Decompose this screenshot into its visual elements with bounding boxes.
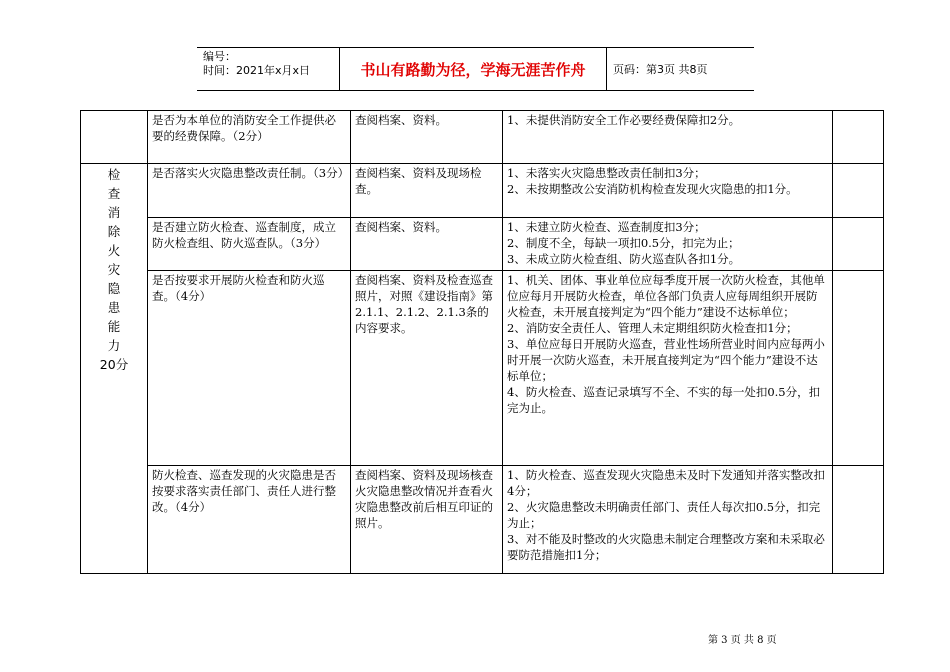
score-cell <box>833 218 884 271</box>
header-meta <box>197 48 339 90</box>
header-number-label: 编号： <box>203 50 236 63</box>
category-label: 检 查 消 除 火 灾 隐 患 能 力 20分 <box>99 167 129 372</box>
item-cell: 是否按要求开展防火检查和防火巡查。（4分） <box>148 271 351 466</box>
criteria-cell: 1、未提供消防安全工作必要经费保障扣2分。 <box>503 111 833 164</box>
method-cell: 查阅档案、资料及现场检查。 <box>351 164 503 218</box>
page-footer: 第 3 页 共 8 页 <box>708 635 777 646</box>
page-header <box>197 47 754 91</box>
header-page-label: 页码：第3页 共8页 <box>613 63 708 76</box>
table-row <box>81 466 884 574</box>
criteria-cell: 1、未建立防火检查、巡查制度扣3分； 2、制度不全，每缺一项扣0.5分，扣完为止； 3、未成立防火检查组、防火巡查队各扣1分。 <box>503 218 833 271</box>
item-cell: 防火检查、巡查发现的火灾隐患是否按要求落实责任部门、责任人进行整改。（4分） <box>148 466 351 574</box>
category-cell <box>81 164 148 574</box>
criteria-cell: 1、防火检查、巡查发现火灾隐患未及时下发通知并落实整改扣4分； 2、火灾隐患整改未明确责任部门、责任人每次扣0.5分，扣完为止； 3、对不能及时整改的火灾隐患未制定合理整改方案和未采取必要防范措施扣1分； <box>503 466 833 574</box>
score-cell <box>833 466 884 574</box>
item-cell: 是否落实火灾隐患整改责任制。（3分） <box>148 164 351 218</box>
score-cell <box>833 164 884 218</box>
table-row <box>81 164 884 218</box>
table-row <box>81 111 884 164</box>
category-cell <box>81 111 148 164</box>
criteria-cell: 1、未落实火灾隐患整改责任制扣3分； 2、未按期整改公安消防机构检查发现火灾隐患的扣1分。 <box>503 164 833 218</box>
header-divider <box>606 48 607 90</box>
method-cell: 查阅档案、资料。 <box>351 111 503 164</box>
table-row <box>81 218 884 271</box>
score-cell <box>833 271 884 466</box>
score-cell <box>833 111 884 164</box>
method-cell: 查阅档案、资料及检查巡查照片，对照《建设指南》第2.1.1、2.1.2、2.1.3条的内容要求。 <box>351 271 503 466</box>
method-cell: 查阅档案、资料及现场核查火灾隐患整改情况并查看火灾隐患整改前后相互印证的照片。 <box>351 466 503 574</box>
table-row <box>81 271 884 466</box>
header-motto: 书山有路勤为径，学海无涯苦作舟 <box>360 60 586 79</box>
header-time-label: 时间：2021年x月x日 <box>203 64 311 77</box>
method-cell: 查阅档案、资料。 <box>351 218 503 271</box>
criteria-cell: 1、机关、团体、事业单位应每季度开展一次防火检查，其他单位应每月开展防火检查，单位各部门负责人应每周组织开展防火检查，未开展直接判定为“四个能力”建设不达标单位； 2、消防安全责任人、管理人未定期组织防火检查扣1分； 3、单位应每日开展防火巡查，营业性场所营业时间内应每两小时开展一次防火巡查，未开展直接判定为“四个能力”建设不达标单位； 4、防火检查、巡查记录填写不全、不实的每一处扣0.5分，扣完为止。 <box>503 271 833 466</box>
item-cell: 是否为本单位的消防安全工作提供必要的经费保障。（2分） <box>148 111 351 164</box>
item-cell: 是否建立防火检查、巡查制度，成立防火检查组、防火巡查队。（3分） <box>148 218 351 271</box>
assessment-table <box>80 110 884 574</box>
